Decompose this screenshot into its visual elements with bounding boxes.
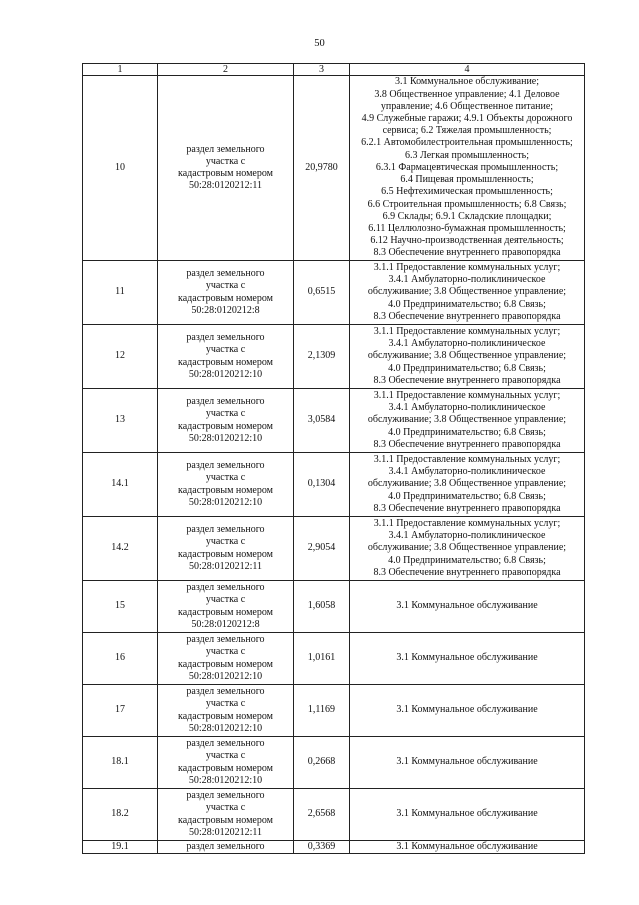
description-line: раздел земельного	[186, 738, 265, 750]
area-cell: 20,9780	[294, 76, 350, 261]
use-line: 4.0 Предпринимательство; 6.8 Связь;	[388, 554, 546, 566]
use-line: 4.0 Предпринимательство; 6.8 Связь;	[388, 490, 546, 502]
description-line: кадастровым номером	[178, 710, 273, 722]
description-line: кадастровым номером	[178, 420, 273, 432]
row-number-cell: 13	[83, 389, 158, 453]
row-number-cell: 19.1	[83, 841, 158, 854]
use-line: 3.4.1 Амбулаторно-поликлиническое	[388, 402, 546, 414]
table-body	[83, 64, 585, 854]
permitted-use-cell	[350, 517, 585, 581]
description-line: кадастровым номером	[178, 292, 273, 304]
description-line: раздел земельного	[186, 634, 265, 646]
use-line: 6.3.1 Фармацевтическая промышленность;	[375, 161, 559, 173]
permitted-use-cell	[350, 633, 585, 685]
description-line: 50:28:0120212:8	[191, 618, 260, 630]
use-line: обслуживание; 3.8 Общественное управление;	[367, 542, 567, 554]
description-line: участка с	[205, 344, 246, 356]
use-line: 3.1 Коммунальное обслуживание	[396, 841, 538, 852]
parcel-description-cell	[158, 737, 294, 789]
table-row	[83, 261, 585, 325]
description-line: 50:28:0120212:8	[191, 304, 260, 316]
page-number: 50	[314, 38, 325, 49]
use-line: 3.4.1 Амбулаторно-поликлиническое	[388, 530, 546, 542]
use-line: 3.1.1 Предоставление коммунальных услуг;	[373, 517, 561, 529]
use-line: 3.4.1 Амбулаторно-поликлиническое	[388, 338, 546, 350]
description-line: участка с	[205, 750, 246, 762]
table-row	[83, 581, 585, 633]
description-line: участка с	[205, 646, 246, 658]
description-line: участка с	[205, 536, 246, 548]
use-line: 3.1 Коммунальное обслуживание;	[394, 76, 540, 88]
use-line: 3.1 Коммунальное обслуживание	[396, 652, 538, 664]
permitted-use-cell	[350, 261, 585, 325]
use-line: 6.6 Строительная промышленность; 6.8 Связь;	[367, 198, 567, 210]
row-number-cell: 14.1	[83, 453, 158, 517]
use-line: 8.3 Обеспечение внутреннего правопорядка	[373, 502, 561, 514]
header-cell: 3	[294, 64, 350, 76]
table-row	[83, 841, 585, 854]
parcel-description-cell	[158, 581, 294, 633]
table-row	[83, 633, 585, 685]
row-number-cell: 16	[83, 633, 158, 685]
parcel-description-cell	[158, 685, 294, 737]
use-line: 4.0 Предпринимательство; 6.8 Связь;	[388, 426, 546, 438]
area-cell: 1,6058	[294, 581, 350, 633]
row-number-cell: 17	[83, 685, 158, 737]
use-line: 8.3 Обеспечение внутреннего правопорядка	[373, 438, 561, 450]
description-line: раздел земельного	[186, 460, 265, 472]
use-line: 3.1 Коммунальное обслуживание	[396, 808, 538, 820]
parcel-description-cell	[158, 633, 294, 685]
description-line: 50:28:0120212:11	[189, 180, 262, 192]
use-line: 3.1.1 Предоставление коммунальных услуг;	[373, 261, 561, 273]
use-line: обслуживание; 3.8 Общественное управление;	[367, 350, 567, 362]
description-line: участка с	[205, 698, 246, 710]
description-line: 50:28:0120212:10	[188, 368, 263, 380]
use-line: обслуживание; 3.8 Общественное управление;	[367, 478, 567, 490]
description-line: раздел земельного	[186, 332, 265, 344]
description-line: участка с	[205, 594, 246, 606]
area-cell: 0,3369	[294, 841, 350, 854]
area-cell: 2,6568	[294, 789, 350, 841]
description-line: 50:28:0120212:10	[188, 774, 263, 786]
description-line: кадастровым номером	[178, 356, 273, 368]
parcel-description-cell	[158, 789, 294, 841]
use-line: управление; 4.6 Общественное питание;	[380, 100, 554, 112]
use-line: 4.9 Служебные гаражи; 4.9.1 Объекты дорожного	[361, 113, 573, 125]
description-line: кадастровым номером	[178, 814, 273, 826]
row-number-cell: 14.2	[83, 517, 158, 581]
description-line: кадастровым номером	[178, 762, 273, 774]
description-line: кадастровым номером	[178, 658, 273, 670]
area-cell: 2,9054	[294, 517, 350, 581]
use-line: 3.8 Общественное управление; 4.1 Деловое	[374, 88, 560, 100]
description-line: раздел земельного	[186, 582, 265, 594]
use-line: 6.5 Нефтехимическая промышленность;	[381, 186, 553, 198]
use-line: 3.1 Коммунальное обслуживание	[396, 756, 538, 768]
description-line: 50:28:0120212:10	[188, 432, 263, 444]
area-cell: 1,1169	[294, 685, 350, 737]
use-line: 6.4 Пищевая промышленность;	[400, 174, 534, 186]
table-row	[83, 389, 585, 453]
description-line: кадастровым номером	[178, 168, 273, 179]
permitted-use-cell	[350, 325, 585, 389]
use-line: 3.1.1 Предоставление коммунальных услуг;	[373, 453, 561, 465]
parcel-description-cell	[158, 453, 294, 517]
description-line: кадастровым номером	[178, 484, 273, 496]
table-row	[83, 517, 585, 581]
area-cell: 3,0584	[294, 389, 350, 453]
row-number-cell: 15	[83, 581, 158, 633]
use-line: 8.3 Обеспечение внутреннего правопорядка	[373, 374, 561, 386]
row-number-cell: 18.1	[83, 737, 158, 789]
permitted-use-cell	[350, 389, 585, 453]
permitted-use-cell	[350, 685, 585, 737]
land-use-table	[82, 63, 585, 854]
use-line: 3.1 Коммунальное обслуживание	[396, 600, 538, 612]
table-row	[83, 789, 585, 841]
permitted-use-cell	[350, 581, 585, 633]
use-line: 8.3 Обеспечение внутреннего правопорядка	[373, 247, 561, 259]
row-number-cell: 11	[83, 261, 158, 325]
parcel-description-cell	[158, 325, 294, 389]
use-line: 3.1 Коммунальное обслуживание	[396, 704, 538, 716]
description-line: раздел земельного	[186, 841, 265, 852]
use-line: 4.0 Предпринимательство; 6.8 Связь;	[388, 362, 546, 374]
table-row	[83, 453, 585, 517]
parcel-description-cell	[158, 841, 294, 854]
description-line: 50:28:0120212:11	[189, 826, 262, 838]
use-line: 8.3 Обеспечение внутреннего правопорядка	[373, 310, 561, 322]
row-number-cell: 18.2	[83, 789, 158, 841]
parcel-description-cell	[158, 261, 294, 325]
header-cell: 2	[158, 64, 294, 76]
area-cell: 0,2668	[294, 737, 350, 789]
table-row	[83, 76, 585, 261]
area-cell: 0,6515	[294, 261, 350, 325]
description-line: кадастровым номером	[178, 548, 273, 560]
use-line: обслуживание; 3.8 Общественное управление;	[367, 286, 567, 298]
description-line: раздел земельного	[186, 396, 265, 408]
description-line: 50:28:0120212:11	[189, 560, 262, 572]
use-line: 6.12 Научно-производственная деятельность;	[370, 235, 564, 247]
use-line: обслуживание; 3.8 Общественное управление;	[367, 414, 567, 426]
parcel-description-cell	[158, 517, 294, 581]
use-line: 6.11 Целлюлозно-бумажная промышленность;	[368, 222, 566, 234]
description-line: участка с	[205, 802, 246, 814]
permitted-use-cell	[350, 841, 585, 854]
use-line: 3.1.1 Предоставление коммунальных услуг;	[373, 389, 561, 401]
table-row	[83, 325, 585, 389]
table-row	[83, 737, 585, 789]
use-line: 6.2.1 Автомобилестроительная промышленность;	[361, 137, 573, 149]
header-cell: 1	[83, 64, 158, 76]
use-line: сервиса; 6.2 Тяжелая промышленность;	[382, 125, 552, 137]
parcel-description-cell	[158, 76, 294, 261]
description-line: участка с	[205, 155, 246, 167]
area-cell: 1,0161	[294, 633, 350, 685]
description-line: 50:28:0120212:10	[188, 496, 263, 508]
description-line: участка с	[205, 472, 246, 484]
description-line: 50:28:0120212:10	[188, 722, 263, 734]
use-line: 6.9 Склады; 6.9.1 Складские площадки;	[382, 210, 552, 222]
use-line: 8.3 Обеспечение внутреннего правопорядка	[373, 566, 561, 578]
table-row	[83, 685, 585, 737]
use-line: 4.0 Предпринимательство; 6.8 Связь;	[388, 298, 546, 310]
description-line: раздел земельного	[186, 524, 265, 536]
description-line: участка с	[205, 408, 246, 420]
permitted-use-cell	[350, 76, 585, 261]
use-line: 3.1.1 Предоставление коммунальных услуг;	[373, 325, 561, 337]
header-cell: 4	[350, 64, 585, 76]
table-header-row	[83, 64, 585, 76]
use-line: 6.3 Легкая промышленность;	[405, 149, 529, 161]
permitted-use-cell	[350, 737, 585, 789]
description-line: раздел земельного	[186, 268, 265, 280]
row-number-cell: 10	[83, 76, 158, 261]
use-line: 3.4.1 Амбулаторно-поликлиническое	[388, 274, 546, 286]
area-cell: 2,1309	[294, 325, 350, 389]
description-line: кадастровым номером	[178, 606, 273, 618]
use-line: 3.4.1 Амбулаторно-поликлиническое	[388, 466, 546, 478]
description-line: раздел земельного	[186, 143, 265, 155]
description-line: 50:28:0120212:10	[188, 670, 263, 682]
parcel-description-cell	[158, 389, 294, 453]
area-cell: 0,1304	[294, 453, 350, 517]
description-line: участка с	[205, 280, 246, 292]
row-number-cell: 12	[83, 325, 158, 389]
permitted-use-cell	[350, 453, 585, 517]
description-line: раздел земельного	[186, 686, 265, 698]
permitted-use-cell	[350, 789, 585, 841]
description-line: раздел земельного	[186, 790, 265, 802]
